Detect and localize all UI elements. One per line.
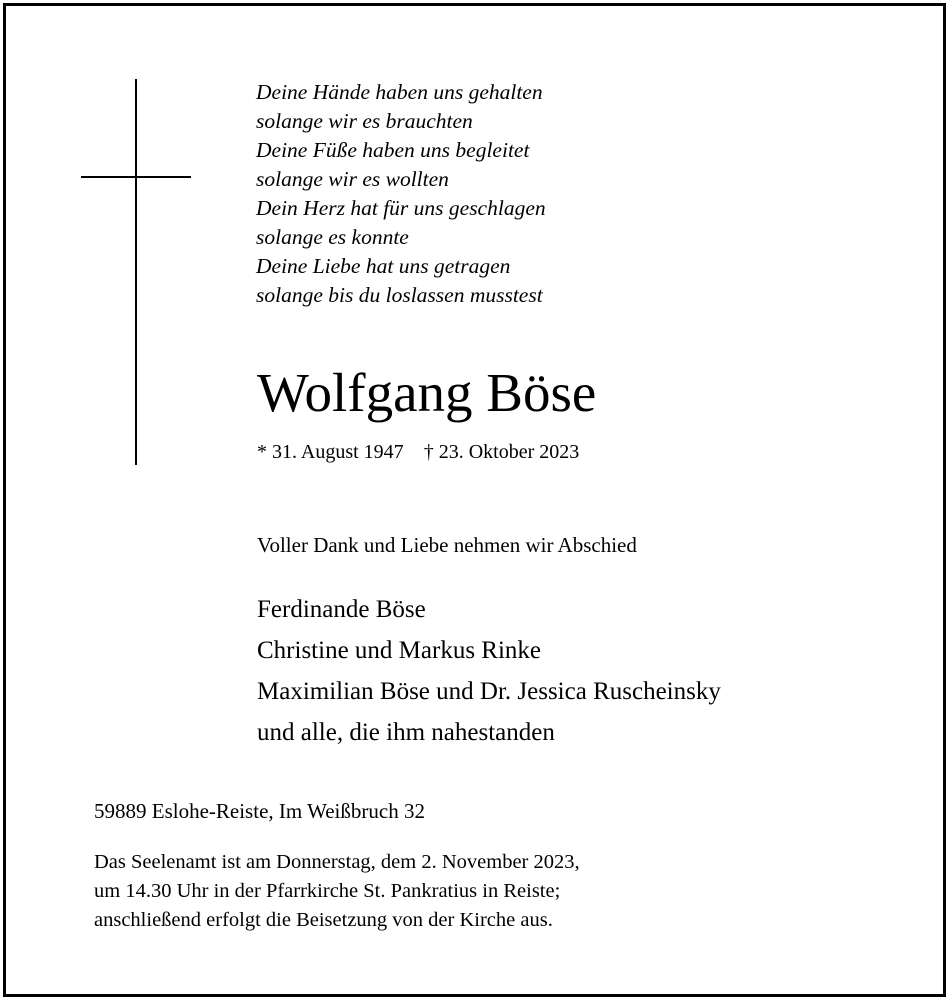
mourner: Ferdinande Böse (257, 596, 426, 623)
poem-line: solange wir es wollten (256, 167, 449, 191)
poem-line: Deine Liebe hat uns getragen (256, 254, 511, 278)
mourner: Christine und Markus Rinke (257, 637, 542, 664)
cross-icon (135, 79, 137, 465)
poem-line: solange es konnte (256, 225, 409, 249)
poem-line: Dein Herz hat für uns geschlagen (256, 196, 546, 220)
poem-line: Deine Hände haben uns gehalten (256, 80, 543, 104)
service-line: um 14.30 Uhr in der Pfarrkirche St. Pankratius in Reiste; (94, 880, 561, 902)
service-line: Das Seelenamt ist am Donnerstag, dem 2. November 2023, (94, 851, 580, 873)
life-dates (257, 438, 579, 466)
deceased-name: Wolfgang Böse (257, 362, 597, 423)
poem (256, 78, 546, 310)
birth-date: * 31. August 1947 (257, 441, 404, 463)
service-info (94, 848, 580, 935)
cross-icon-crossbar (81, 176, 191, 178)
mourner: und alle, die ihm nahestanden (257, 719, 555, 746)
service-line: anschließend erfolgt die Beisetzung von der Kirche aus. (94, 909, 553, 931)
poem-line: solange wir es brauchten (256, 109, 473, 133)
poem-line: Deine Füße haben uns begleitet (256, 138, 530, 162)
mourners-list (257, 589, 721, 753)
poem-line: solange bis du loslassen musstest (256, 283, 543, 307)
farewell-text: Voller Dank und Liebe nehmen wir Abschied (257, 533, 637, 557)
mourner: Maximilian Böse und Dr. Jessica Ruscheinsky (257, 678, 721, 705)
family-address: 59889 Eslohe-Reiste, Im Weißbruch 32 (94, 799, 425, 823)
death-date: † 23. Oktober 2023 (423, 441, 580, 463)
